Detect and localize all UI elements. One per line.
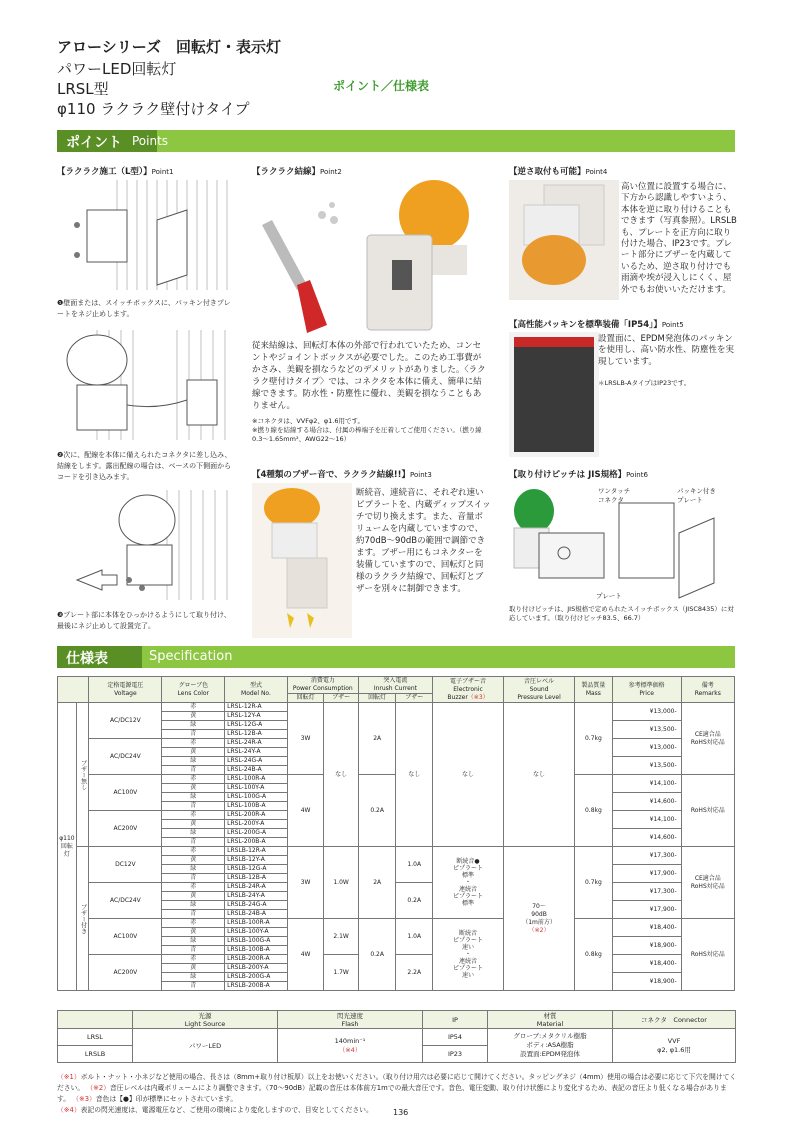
table-row [58, 883, 735, 892]
point6-body: 取り付けピッチは、JIS規格で定められたスイッチボックス（JISC8435）に対応しています。（取り付けピッチ83.5、66.7） [509, 605, 734, 622]
model-cell: LRSL-200Y-A [225, 820, 288, 829]
model-cell: LRSLB-200G-A [225, 973, 288, 982]
lens-color-cell: 赤 [162, 847, 225, 856]
row-lrslb: LRSLB [58, 1046, 133, 1063]
lens-color-cell: 緑 [162, 757, 225, 766]
model-cell: LRSLB-12R-A [225, 847, 288, 856]
model-cell: LRSL-24B-A [225, 766, 288, 775]
point1-heading: 【ラクラク施工（L型）】Point1 [57, 167, 174, 177]
remarks-cell: CE適合品 RoHS対応品 [681, 847, 734, 919]
model-cell: LRSL-12R-A [225, 703, 288, 712]
model-cell: LRSL-12G-A [225, 721, 288, 730]
col-voltage: 定格電源電圧 Voltage [89, 677, 162, 703]
group-with-buzzer: ブザー付き [76, 847, 89, 991]
model-cell: LRSLB-24B-A [225, 910, 288, 919]
lens-color-cell: 赤 [162, 775, 225, 784]
col-buzzer: 電子ブザー音 Electronic Buzzer（※3） [433, 677, 504, 703]
point6-heading: 【取り付けピッチは JIS規格】Point6 [509, 470, 648, 480]
h-light: 光源 Light Source [133, 1011, 278, 1029]
model-cell: LRSL-100G-A [225, 793, 288, 802]
model-cell: LRSL-200R-A [225, 811, 288, 820]
lens-color-cell: 赤 [162, 883, 225, 892]
lens-color-cell: 黄 [162, 856, 225, 865]
group-no-buzzer: ブザー無し [76, 703, 89, 847]
voltage-cell: DC12V [89, 847, 162, 883]
sub-rotating-power: 回転灯 [287, 694, 324, 703]
model-cell: LRSLB-100G-A [225, 937, 288, 946]
lens-color-cell: 赤 [162, 919, 225, 928]
h-connector: コネクタ Connector [613, 1011, 736, 1029]
point1-step3: ❸プレート部に本体をひっかけるようにして取り付け、最後にネジ止めして設置完了。 [57, 611, 231, 630]
voltage-cell: AC/DC24V [89, 883, 162, 919]
buzzer-photo [252, 483, 352, 638]
lens-color-cell: 青 [162, 838, 225, 847]
inrush-buzzer: 1.0A [396, 847, 433, 883]
lens-color-cell: 赤 [162, 955, 225, 964]
model-cell: LRSL-200G-A [225, 829, 288, 838]
voltage-cell: AC100V [89, 919, 162, 955]
model-cell: LRSLB-24G-A [225, 901, 288, 910]
point5-note: ＊LRSLB-AタイプはIP23です。 [598, 379, 691, 387]
model-cell: LRSLB-12Y-A [225, 856, 288, 865]
inrush-rotating: 2A [358, 847, 396, 919]
point5-heading: 【高性能パッキンを標準装備「IP54」】Point5 [509, 320, 684, 330]
inverted-mount-photo [509, 180, 619, 300]
footnotes: （※1）ボルト・ナット・小ネジなど使用の場合、長さは（8mm+取り付け板厚）以上をお使いください。（取り付け用穴は必要に応じて開けてください。タッピングネジ（4mm）使用の場合は必要に応じて下穴を開けてください。 （※2）音圧レベルは内蔵ボリュームにより調整できます。（70〜90dB）記載の音圧は本体前方1mでの最大音圧です。音色、電圧変動、取り付け状態により変化するため、表記の音圧より低くなる場合があります。 （※3）音色は【●】印が標準にセットされています。 （※4）表記の閃光速度は、電源電圧など、ご使用の環境により変化しますので、目安としてください。 [57, 1073, 737, 1114]
point2-note: ※コネクタは、VVFφ2、φ1.6用です。 ※撚り線を結線する場合は、付属の棒端子を圧着してご使用ください。（撚り線0.3〜1.65mm²、AWG22〜16） [252, 417, 482, 443]
buzzer-type: 断続音 ピプラート 速い ・ 連続音 ピプラート 速い [433, 919, 504, 991]
plate-label: プレート [596, 592, 622, 600]
packing-photo [509, 332, 599, 457]
price-cell: ¥14,600- [612, 793, 681, 811]
model-cell: LRSL-100R-A [225, 775, 288, 784]
mass-cell: 0.8kg [575, 919, 613, 991]
col-model: 型式 Model No. [225, 677, 288, 703]
model-cell: LRSLB-12B-A [225, 874, 288, 883]
col-mass: 製品質量 Mass [575, 677, 613, 703]
lens-color-cell: 赤 [162, 739, 225, 748]
price-cell: ¥17,300- [612, 847, 681, 865]
model-cell: LRSL-24G-A [225, 757, 288, 766]
model-cell: LRSLB-100Y-A [225, 928, 288, 937]
price-cell: ¥13,500- [612, 721, 681, 739]
voltage-cell: AC/DC24V [89, 739, 162, 775]
page-title: アローシリーズ 回転灯・表示灯 [57, 38, 281, 56]
lens-color-cell: 黄 [162, 928, 225, 937]
col-inrush: 突入電流 Inrush Current [358, 677, 432, 694]
points-label: ポイント [66, 135, 122, 151]
point5-body: 設置面に、EPDM発泡体のパッキンを使用し、高い防水性、防塵性を実現しています。 [598, 334, 735, 367]
wall-mount-step2-illustration [57, 330, 237, 445]
inrush-buzzer: 1.0A [396, 919, 433, 955]
col-price: 参考標準価格 Price [612, 677, 681, 703]
voltage-cell: AC200V [89, 811, 162, 847]
price-cell: ¥18,400- [612, 955, 681, 973]
power-rotating: 4W [287, 919, 324, 991]
price-cell: ¥14,600- [612, 829, 681, 847]
product-type: φ110 ラクラク壁付けタイプ [57, 100, 250, 118]
inrush-buzzer: なし [396, 703, 433, 847]
lens-color-cell: 緑 [162, 793, 225, 802]
lens-color-cell: 緑 [162, 829, 225, 838]
price-cell: ¥18,400- [612, 919, 681, 937]
mass-cell: 0.7kg [575, 847, 613, 919]
points-bar [57, 130, 735, 152]
spec-label-en: Specification [149, 649, 233, 664]
lens-color-cell: 青 [162, 802, 225, 811]
power-buzzer: なし [324, 703, 358, 847]
model-cell: LRSLB-24R-A [225, 883, 288, 892]
inrush-rotating: 0.2A [358, 775, 396, 847]
model-cell: LRSLB-200B-A [225, 982, 288, 991]
point2-heading: 【ラクラク結線】Point2 [252, 167, 342, 177]
remarks-cell: CE適合品 RoHS対応品 [681, 703, 734, 775]
model-cell: LRSLB-100R-A [225, 919, 288, 928]
model-cell: LRSL-100B-A [225, 802, 288, 811]
price-cell: ¥14,100- [612, 811, 681, 829]
lens-color-cell: 黄 [162, 784, 225, 793]
inrush-rotating: 0.2A [358, 919, 396, 991]
price-cell: ¥13,000- [612, 739, 681, 757]
table-row [58, 955, 735, 964]
table-row [58, 919, 735, 928]
point4-heading: 【逆さ取付も可能】Point4 [509, 167, 608, 177]
voltage-cell: AC200V [89, 955, 162, 991]
point2-body: 従来結線は、回転灯本体の外部で行われていたため、コンセントやジョイントボックスが必要でした。このため工事費がかさみ、美観を損なうなどのデメリットがありました。〈ラクラク壁付けタイプ〉では、コネクタを本体に備え、簡単に結線できます。防水性・防塵性に優れ、美観を損なうこともありません。 [252, 341, 486, 411]
connector-value: VVF φ2, φ1.6用 [613, 1029, 736, 1063]
lens-color-cell: 黄 [162, 892, 225, 901]
power-buzzer: 2.1W [324, 919, 358, 955]
spec-bar [57, 646, 735, 668]
lens-color-cell: 緑 [162, 865, 225, 874]
remarks-cell: RoHS対応品 [681, 775, 734, 847]
voltage-cell: AC100V [89, 775, 162, 811]
power-rotating: 3W [287, 703, 324, 775]
lens-color-cell: 黄 [162, 964, 225, 973]
col-sound: 音圧レベル Sound Pressure Level [504, 677, 575, 703]
h-material: 材質 Material [488, 1011, 613, 1029]
price-cell: ¥17,900- [612, 865, 681, 883]
product-line: パワーLED回転灯 [57, 60, 177, 78]
lens-color-cell: 青 [162, 910, 225, 919]
lens-color-cell: 青 [162, 874, 225, 883]
power-buzzer: 1.7W [324, 955, 358, 991]
lens-color-cell: 赤 [162, 811, 225, 820]
connector-photo [252, 175, 482, 335]
row-lrsl: LRSL [58, 1029, 133, 1046]
ip-lrslb: IP23 [423, 1046, 488, 1063]
point1-step1: ❶壁面または、スイッチボックスに、パッキン付きプレートをネジ止めします。 [57, 299, 231, 318]
onetouch-connector-label: ワンタッチ コネクタ [598, 487, 631, 504]
model-cell: LRSLB-200R-A [225, 955, 288, 964]
price-cell: ¥13,000- [612, 703, 681, 721]
mass-cell: 0.8kg [575, 775, 613, 847]
product-model: LRSL型 [57, 80, 109, 98]
model-cell: LRSLB-24Y-A [225, 892, 288, 901]
sub-buzzer-power: ブザー [324, 694, 358, 703]
mass-cell: 0.7kg [575, 703, 613, 775]
inrush-buzzer: 0.2A [396, 883, 433, 919]
price-cell: ¥17,300- [612, 883, 681, 901]
power-buzzer: 1.0W [324, 847, 358, 919]
inrush-rotating: 2A [358, 703, 396, 775]
lens-color-cell: 黄 [162, 748, 225, 757]
flash-rate: 140min⁻¹ （※4） [278, 1029, 423, 1063]
points-spec-link[interactable]: ポイント／仕様表 [333, 79, 430, 93]
table-row [58, 703, 735, 712]
lens-color-cell: 緑 [162, 721, 225, 730]
lens-color-cell: 青 [162, 982, 225, 991]
point3-body: 断続音、連続音に、それぞれ速いピプラートを、内蔵ディップスイッチで切り換えます。また、音量ボリュームを内蔵していますので、約70dB〜90dBの範囲で調節できます。ブザー用にもコネクターを装備していますので、回転灯と同様のラクラク結線で、回転灯とブザーを別々に制御できます。 [356, 488, 491, 594]
point4-body: 高い位置に設置する場合に、下方から認識しやすいよう、本体を逆に取り付けることもできます（写真参照）。LRSLBも、プレートを正方向に取り付けた場合、IP23です。プレート部分にブザーを内蔵しているため、逆さ取り付けでも雨滴や埃が浸入しにくく、屋外でもお使いいただけます。 [621, 182, 737, 295]
sound-level: なし [504, 703, 575, 847]
buzzer-type: 断続音● ピプラート 標準 ・ 連続音 ピプラート 標準 [433, 847, 504, 919]
price-cell: ¥17,900- [612, 901, 681, 919]
model-cell: LRSL-100Y-A [225, 784, 288, 793]
table-row [58, 847, 735, 856]
power-rotating: 3W [287, 847, 324, 919]
price-cell: ¥13,500- [612, 757, 681, 775]
sound-level: 70〜 90dB （1m前方） （※2） [504, 847, 575, 991]
spec-label: 仕様表 [66, 651, 108, 667]
voltage-cell: AC/DC12V [89, 703, 162, 739]
col-lens: グローブ色 Lens Color [162, 677, 225, 703]
sub-rotating-inrush: 回転灯 [358, 694, 396, 703]
group-phi110: φ110 回転灯 [58, 703, 77, 991]
price-cell: ¥14,100- [612, 775, 681, 793]
inrush-buzzer: 2.2A [396, 955, 433, 991]
model-cell: LRSL-24R-A [225, 739, 288, 748]
packing-plate-label: パッキン付き プレート [677, 487, 716, 504]
page-number: 136 [393, 1108, 409, 1117]
light-source-table [57, 1010, 736, 1063]
h-ip: IP [423, 1011, 488, 1029]
lens-color-cell: 青 [162, 766, 225, 775]
lens-color-cell: 緑 [162, 973, 225, 982]
model-cell: LRSL-12B-A [225, 730, 288, 739]
power-rotating: 4W [287, 775, 324, 847]
lens-color-cell: 赤 [162, 703, 225, 712]
model-cell: LRSLB-200Y-A [225, 964, 288, 973]
point1-step2: ❷次に、配線を本体に備えられたコネクタに差し込み、結線をします。露出配線の場合は、ベースの下側面からコードを引き込みます。 [57, 451, 232, 481]
model-cell: LRSL-24Y-A [225, 748, 288, 757]
ip-lrsl: IP54 [423, 1029, 488, 1046]
buzzer-type: なし [433, 703, 504, 847]
price-cell: ¥18,900- [612, 973, 681, 991]
points-label-en: Points [132, 134, 169, 148]
col-remarks: 備考 Remarks [681, 677, 734, 703]
lens-color-cell: 黄 [162, 712, 225, 721]
model-cell: LRSL-12Y-A [225, 712, 288, 721]
model-cell: LRSLB-12G-A [225, 865, 288, 874]
lens-color-cell: 緑 [162, 937, 225, 946]
sub-buzzer-inrush: ブザー [396, 694, 433, 703]
remarks-cell: RoHS対応品 [681, 919, 734, 991]
model-cell: LRSLB-100B-A [225, 946, 288, 955]
h-flash: 閃光速度 Flash [278, 1011, 423, 1029]
model-cell: LRSL-200B-A [225, 838, 288, 847]
lens-color-cell: 緑 [162, 901, 225, 910]
spec-table [57, 676, 735, 991]
point3-heading: 【4種類のブザー音で、ラクラク結線!!】Point3 [252, 470, 432, 480]
lens-color-cell: 黄 [162, 820, 225, 829]
price-cell: ¥18,900- [612, 937, 681, 955]
lens-color-cell: 青 [162, 946, 225, 955]
light-led: パワーLED [133, 1029, 278, 1063]
lens-color-cell: 青 [162, 730, 225, 739]
wall-mount-step3-illustration [57, 490, 237, 605]
wall-mount-step1-illustration [57, 180, 237, 295]
col-power: 消費電力 Power Consumption [287, 677, 358, 694]
material-value: グローブ:メタクリル樹脂 ボディ:ASA樹脂 設置面:EPDM発泡体 [488, 1029, 613, 1063]
